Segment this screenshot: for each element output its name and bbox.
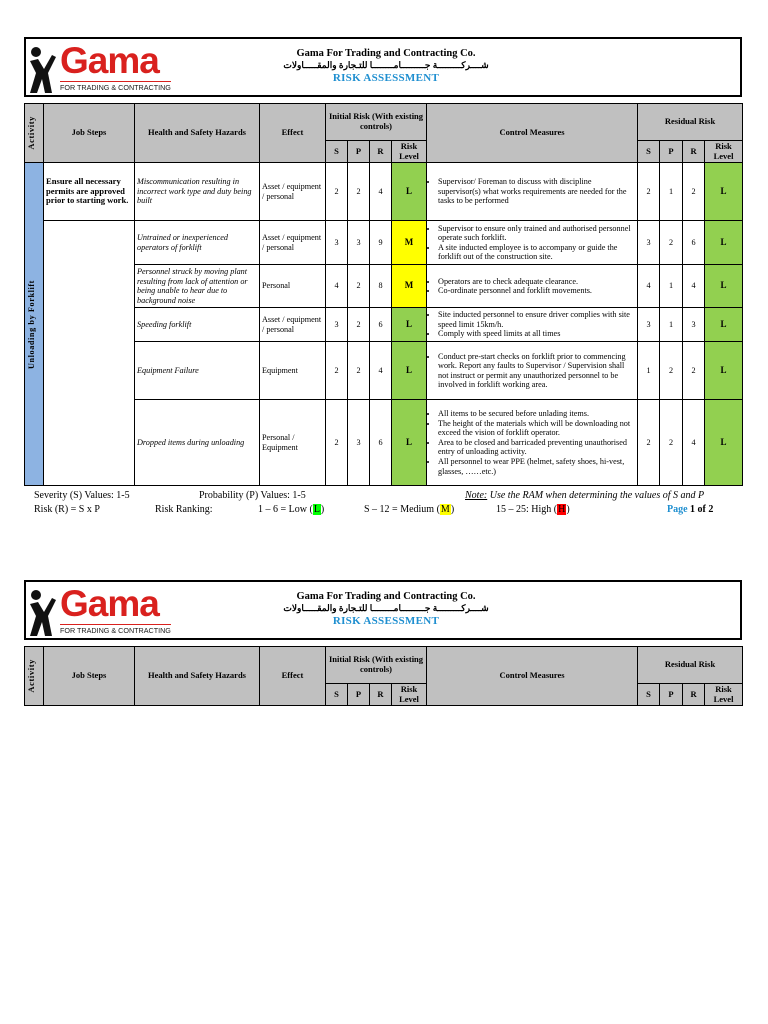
residual-s: 4 [638,265,660,308]
residual-level-badge: L [705,265,743,308]
col-initial-s-2: S [326,684,348,706]
gama-logo-figure-icon [28,586,58,638]
control-measures-cell [427,342,638,400]
residual-r: 2 [683,342,705,400]
col-residual-level-2: Risk Level [705,684,743,706]
residual-p: 2 [660,400,683,486]
col-residual-r: R [683,141,705,163]
col-residual-s-2: S [638,684,660,706]
residual-s: 3 [638,221,660,265]
residual-r: 4 [683,265,705,308]
ram-note: Note: Use the RAM when determining the values of S and P [465,490,705,501]
job-step: Ensure all necessary permits are approved prior to starting work. [44,163,135,221]
risk-ranking-label: Risk Ranking: [155,504,213,515]
initial-p: 2 [348,265,370,308]
col-initial-level-2: Risk Level [392,684,427,706]
col-residual-r-2: R [683,684,705,706]
control-item: • Operators are to check adequate clearance. [438,277,635,287]
company-block [206,48,566,85]
control-item: • Comply with speed limits at all times [438,329,635,339]
residual-p: 1 [660,308,683,342]
residual-level-badge: L [705,221,743,265]
residual-s: 2 [638,163,660,221]
risk-table [24,103,743,486]
col-residual-p: P [660,141,683,163]
col-job-steps-2: Job Steps [44,647,135,706]
initial-p: 2 [348,342,370,400]
initial-s: 2 [326,342,348,400]
control-item: • The height of the materials which will be downloading not exceed the vision of forklift operator. [438,419,635,438]
col-initial-risk-2: Initial Risk (With existing controls) [326,647,427,684]
control-measures-cell [427,221,638,265]
initial-r: 9 [370,221,392,265]
hazard-cell: Equipment Failure [135,342,260,400]
residual-level-badge: L [705,342,743,400]
residual-p: 1 [660,163,683,221]
logo-tagline-2: FOR TRADING & CONTRACTING [60,626,171,635]
control-measures-cell [427,163,638,221]
page-indicator: Page 1 of 2 [667,504,714,515]
document-title: RISK ASSESSMENT [332,72,440,84]
initial-p: 2 [348,163,370,221]
initial-r: 4 [370,342,392,400]
hazard-cell: Speeding forklift [135,308,260,342]
gama-logo-figure-icon [28,43,58,95]
control-item: • Co-ordinate personnel and forklift movements. [438,286,635,296]
initial-p: 3 [348,400,370,486]
initial-level-badge: M [392,221,427,265]
initial-s: 2 [326,400,348,486]
residual-s: 1 [638,342,660,400]
residual-level-badge: L [705,308,743,342]
col-initial-p: P [348,141,370,163]
ranking-medium: S – 12 = Medium (M) [364,504,455,515]
control-item: • Supervisor/ Foreman to discuss with discipline supervisor(s) what works requirements are needed for the tasks to be performed [438,177,635,206]
residual-r: 4 [683,400,705,486]
col-residual-risk-2: Residual Risk [638,647,743,684]
page-2 [24,580,742,706]
col-initial-r: R [370,141,392,163]
probability-note: Probability (P) Values: 1-5 [199,490,306,501]
company-name-ar: شــــركـــــــــة جـــــــــامــــــــا للتـجارة والمقـــــاولات [283,60,489,70]
document-header [24,37,742,97]
col-activity: Activity [25,104,44,163]
col-initial-p-2: P [348,684,370,706]
col-hazards-2: Health and Safety Hazards [135,647,260,706]
company-name-ar-2: شــــركـــــــــة جـــــــــامــــــــا للتـجارة والمقـــــاولات [283,603,489,613]
effect-cell: Personal [260,265,326,308]
ranking-high: 15 – 25: High (H) [496,504,570,515]
initial-level-badge: M [392,265,427,308]
severity-note: Severity (S) Values: 1-5 [34,490,130,501]
effect-cell: Personal / Equipment [260,400,326,486]
residual-p: 1 [660,265,683,308]
initial-s: 3 [326,308,348,342]
initial-level-badge: L [392,342,427,400]
company-name-en: Gama For Trading and Contracting Co. [296,48,476,59]
effect-cell: Equipment [260,342,326,400]
initial-s: 2 [326,163,348,221]
residual-level-badge: L [705,400,743,486]
residual-s: 3 [638,308,660,342]
control-item: • All personnel to wear PPE (helmet, safety shoes, hi-vest, glasses, ……etc.) [438,457,635,476]
residual-r: 6 [683,221,705,265]
col-job-steps: Job Steps [44,104,135,163]
risk-formula: Risk (R) = S x P [34,504,100,515]
company-block-2 [206,591,566,628]
risk-table-body [25,163,743,486]
col-initial-risk: Initial Risk (With existing controls) [326,104,427,141]
activity-cell: Unloading by Forklift [25,163,44,486]
risk-table-2 [24,646,743,706]
document-title-2: RISK ASSESSMENT [332,615,440,627]
control-measures-cell [427,400,638,486]
col-effect: Effect [260,104,326,163]
gama-logo [26,41,170,95]
control-item: • Area to be closed and barricaded preventing unauthorised entry of unloading activity. [438,438,635,457]
initial-r: 6 [370,308,392,342]
job-step-empty [44,221,135,486]
hazard-cell: Miscommunication resulting in incorrect work type and duty being built [135,163,260,221]
effect-cell: Asset / equipment / personal [260,221,326,265]
page-footer [34,490,744,518]
initial-level-badge: L [392,308,427,342]
logo-word: Gama [60,40,159,81]
initial-level-badge: L [392,163,427,221]
logo-word-2: Gama [60,583,159,624]
initial-s: 4 [326,265,348,308]
col-activity-2: Activity [25,647,44,706]
hazard-cell: Personnel struck by moving plant resulting from lack of attention or being unable to hear due to background noise [135,265,260,308]
table-row [25,163,743,221]
col-residual-s: S [638,141,660,163]
initial-r: 4 [370,163,392,221]
effect-cell: Asset / equipment / personal [260,308,326,342]
col-residual-level: Risk Level [705,141,743,163]
col-initial-s: S [326,141,348,163]
control-item: • Site inducted personnel to ensure driver complies with site speed limit 15km/h. [438,310,635,329]
col-control-measures-2: Control Measures [427,647,638,706]
control-item: • Supervisor to ensure only trained and authorised personnel operate such forklift. [438,224,635,243]
residual-p: 2 [660,221,683,265]
residual-s: 2 [638,400,660,486]
col-hazards: Health and Safety Hazards [135,104,260,163]
residual-p: 2 [660,342,683,400]
initial-r: 8 [370,265,392,308]
col-initial-level: Risk Level [392,141,427,163]
col-residual-risk: Residual Risk [638,104,743,141]
control-measures-cell [427,308,638,342]
col-initial-r-2: R [370,684,392,706]
initial-r: 6 [370,400,392,486]
document-header-2 [24,580,742,640]
col-control-measures: Control Measures [427,104,638,163]
col-effect-2: Effect [260,647,326,706]
initial-s: 3 [326,221,348,265]
control-item: • Conduct pre-start checks on forklift prior to commencing work. Report any faults to Supervisor / Supervision shall not instruct or permit any unauthorized personnel to be involved in forklift working area. [438,352,635,390]
hazard-cell: Untrained or inexperienced operators of forklift [135,221,260,265]
logo-tagline: FOR TRADING & CONTRACTING [60,83,171,92]
control-item: • A site inducted employee is to accompany or guide the forklift out of the construction site. [438,243,635,262]
hazard-cell: Dropped items during unloading [135,400,260,486]
ranking-low: 1 – 6 = Low (L) [258,504,325,515]
effect-cell: Asset / equipment / personal [260,163,326,221]
initial-p: 3 [348,221,370,265]
control-item: • All items to be secured before unlading items. [438,409,635,419]
control-measures-cell [427,265,638,308]
company-name-en-2: Gama For Trading and Contracting Co. [296,591,476,602]
initial-level-badge: L [392,400,427,486]
residual-level-badge: L [705,163,743,221]
gama-logo-2 [26,584,170,638]
col-residual-p-2: P [660,684,683,706]
table-row [25,221,743,265]
page-1 [24,37,742,486]
initial-p: 2 [348,308,370,342]
residual-r: 3 [683,308,705,342]
residual-r: 2 [683,163,705,221]
